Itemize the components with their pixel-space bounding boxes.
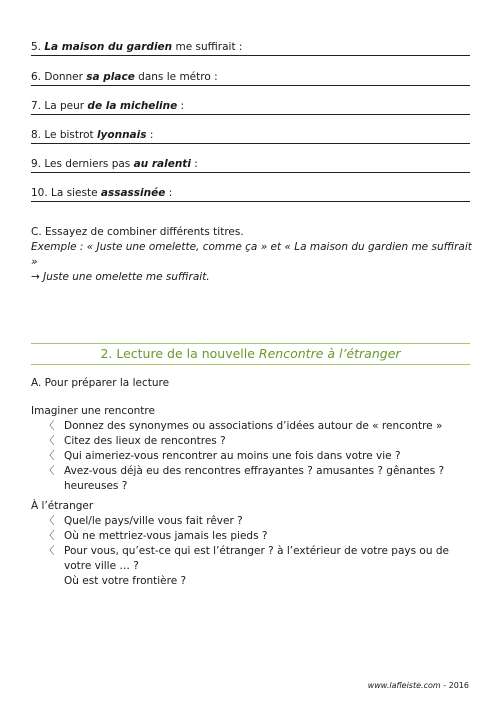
bullet-icon: 〈 <box>44 450 55 462</box>
section-title: 2. Lecture de la nouvelle <box>100 346 259 361</box>
list-item-text: Donnez des synonymes ou associations d’idées autour de « rencontre » <box>64 420 443 432</box>
list-item <box>31 529 476 544</box>
fill-item-text: 7. La peur <box>31 100 88 112</box>
list-item-text: Avez-vous déjà eu des rencontres effrayantes ? amusantes ? gênantes ? heureuses ? <box>64 465 445 492</box>
fill-item-text: 8. Le bistrot <box>31 129 97 141</box>
fill-item-9 <box>31 157 470 173</box>
fill-item-10 <box>31 186 470 202</box>
list-item <box>31 419 476 434</box>
fill-item-7 <box>31 99 470 115</box>
list-item <box>31 434 476 449</box>
list-item <box>31 544 476 574</box>
fill-item-emphasis: assassinée <box>100 187 166 199</box>
section-title-story: Rencontre à l’étranger <box>258 346 401 361</box>
list-item-continuation <box>31 574 476 589</box>
fill-item-text: 9. Les derniers pas <box>31 158 134 170</box>
fill-item-text: : <box>146 129 154 141</box>
fill-item-text: 10. La sieste <box>31 187 101 199</box>
fill-item-text: 6. Donner <box>31 71 87 83</box>
fill-item-8 <box>31 128 470 144</box>
part-a-title: A. Pour préparer la lecture <box>31 377 170 389</box>
fill-item-emphasis: lyonnais <box>96 129 147 141</box>
fill-item-text: : <box>177 100 185 112</box>
fill-item-emphasis: La maison du gardien <box>44 41 173 53</box>
list-item <box>31 449 476 464</box>
bullet-icon: 〈 <box>44 420 55 432</box>
bullet-icon: 〈 <box>44 435 55 447</box>
part-c <box>31 225 476 285</box>
etranger-list <box>31 514 476 589</box>
part-c-example: Exemple : « Juste une omelette, comme ça » et « La maison du gardien me suffirait » <box>31 241 472 268</box>
etranger-heading: À l’étranger <box>31 500 94 512</box>
list-item <box>31 514 476 529</box>
list-item-text: Qui aimeriez-vous rencontrer au moins une fois dans votre vie ? <box>64 450 401 462</box>
fill-item-text: dans le métro : <box>134 71 218 83</box>
list-item-text: Où est votre frontière ? <box>64 575 187 587</box>
fill-item-text: me suffirait : <box>172 41 243 53</box>
fill-item-emphasis: sa place <box>86 71 135 83</box>
fill-item-emphasis: au ralenti <box>133 158 191 170</box>
part-c-result: → Juste une omelette me suffirait. <box>31 271 210 283</box>
imaginer-list <box>31 419 476 494</box>
bullet-icon: 〈 <box>44 465 55 477</box>
list-item-text: Citez des lieux de rencontres ? <box>64 435 226 447</box>
fill-item-text: 5. <box>31 41 45 53</box>
list-item <box>31 464 476 494</box>
bullet-icon: 〈 <box>44 530 55 542</box>
imaginer-block <box>31 404 476 494</box>
fill-item-text: : <box>190 158 198 170</box>
list-item-text: Quel/le pays/ville vous fait rêver ? <box>64 515 243 527</box>
footer-year: - 2016 <box>440 681 469 690</box>
fill-item-6 <box>31 70 470 86</box>
etranger-block <box>31 499 476 589</box>
list-item-text: Où ne mettriez-vous jamais les pieds ? <box>64 530 268 542</box>
footer <box>368 681 469 690</box>
fill-item-5 <box>31 40 470 56</box>
fill-item-text: : <box>165 187 173 199</box>
list-item-text: Pour vous, qu’est-ce qui est l’étranger ? à l’extérieur de votre pays ou de votre ville … ? <box>64 545 449 572</box>
footer-site-link[interactable]: www.lafleiste.com <box>367 681 441 690</box>
bullet-icon: 〈 <box>44 515 55 527</box>
part-c-instruction: C. Essayez de combiner différents titres. <box>31 226 244 238</box>
bullet-icon: 〈 <box>44 545 55 557</box>
imaginer-heading: Imaginer une rencontre <box>31 405 155 417</box>
fill-item-emphasis: de la micheline <box>87 100 178 112</box>
section-heading <box>31 343 470 365</box>
